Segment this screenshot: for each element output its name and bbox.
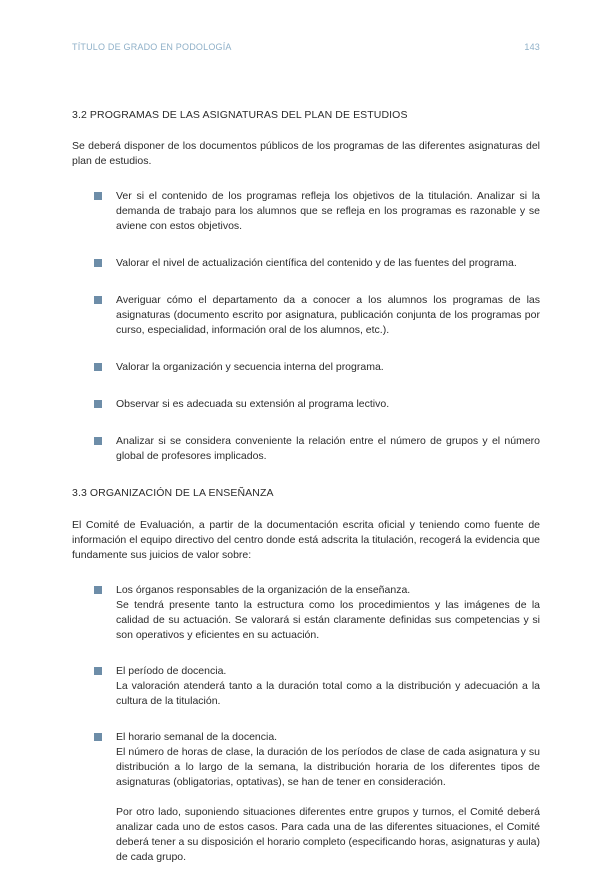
bullet-text: Valorar la organización y secuencia interna del programa. — [116, 361, 384, 373]
square-bullet-icon — [94, 192, 102, 200]
section-3-2-bullet-item — [72, 397, 540, 412]
bullet-extra-paragraph: Por otro lado, suponiendo situaciones diferentes entre grupos y turnos, el Comité deberá analizar cada uno de estos casos. Para cada una de las diferentes situaciones, el Comité deberá tener a su disposición el horario completo (especificando horas, asignaturas y aula) de cada grupo. — [116, 806, 540, 863]
square-bullet-icon — [94, 586, 102, 594]
running-header — [72, 42, 540, 52]
section-3-3-title: 3.3 ORGANIZACIÓN DE LA ENSEÑANZA — [72, 487, 274, 499]
section-3-3-bullet-item — [72, 730, 540, 865]
section-3-2-title: 3.2 PROGRAMAS DE LAS ASIGNATURAS DEL PLAN DE ESTUDIOS — [72, 109, 408, 121]
square-bullet-icon — [94, 400, 102, 408]
bullet-body: El número de horas de clase, la duración de los períodos de clase de cada asignatura y su distribución a lo largo de la semana, la distribución horaria de los diferentes tipos de asignaturas (obligatorias, optativas), se han de tener en consideración. — [116, 746, 540, 788]
bullet-title: El horario semanal de la docencia. — [116, 731, 278, 743]
bullet-title: Los órganos responsables de la organización de la enseñanza. — [116, 584, 411, 596]
section-3-2-bullet-item — [72, 360, 540, 375]
page-body — [72, 108, 540, 886]
bullet-title: El período de docencia. — [116, 665, 227, 677]
section-3-3-bullet-item — [72, 664, 540, 709]
square-bullet-icon — [94, 733, 102, 741]
header-page-number: 143 — [524, 42, 540, 52]
section-3-2-bullet-item — [72, 434, 540, 464]
header-doc-title: TÍTULO DE GRADO EN PODOLOGÍA — [72, 42, 232, 52]
section-3-3-bullet-list — [72, 583, 540, 865]
square-bullet-icon — [94, 296, 102, 304]
section-3-2-bullet-item — [72, 293, 540, 338]
bullet-body: Se tendrá presente tanto la estructura como los procedimientos y las imágenes de la calidad de su actuación. Se valorará si están claramente definidas sus competencias y si son operativos y eficientes en su actuación. — [116, 599, 540, 641]
bullet-text: Observar si es adecuada su extensión al programa lectivo. — [116, 398, 390, 410]
bullet-text: Averiguar cómo el departamento da a conocer a los alumnos los programas de las asignaturas (documento escrito por asignatura, publicación conjunta de los programas por curso, especialidad, información oral de los alumnos, etc.). — [116, 294, 540, 336]
section-3-2-bullet-item — [72, 256, 540, 271]
square-bullet-icon — [94, 667, 102, 675]
bullet-text: Ver si el contenido de los programas refleja los objetivos de la titulación. Analizar si la demanda de trabajo para los alumnos que se refleja en los programas es razonable y se aviene con estos objetivos. — [116, 190, 540, 232]
section-3-2-bullet-item — [72, 189, 540, 234]
square-bullet-icon — [94, 363, 102, 371]
square-bullet-icon — [94, 259, 102, 267]
bullet-body: La valoración atenderá tanto a la duración total como a la distribución y adecuación a la cultura de la titulación. — [116, 680, 540, 707]
section-3-3-bullet-item — [72, 583, 540, 643]
square-bullet-icon — [94, 437, 102, 445]
section-3-3-intro: El Comité de Evaluación, a partir de la documentación escrita oficial y teniendo como fuente de información el equipo directivo del centro donde está adscrita la titulación, recogerá la evidencia que fundamente sus juicios de valor sobre: — [72, 519, 540, 561]
bullet-text: Valorar el nivel de actualización científica del contenido y de las fuentes del programa. — [116, 257, 517, 269]
bullet-text: Analizar si se considera conveniente la relación entre el número de grupos y el número global de profesores implicados. — [116, 435, 540, 462]
section-3-2-intro: Se deberá disponer de los documentos públicos de los programas de las diferentes asignaturas del plan de estudios. — [72, 140, 540, 167]
section-3-2-bullet-list — [72, 189, 540, 464]
